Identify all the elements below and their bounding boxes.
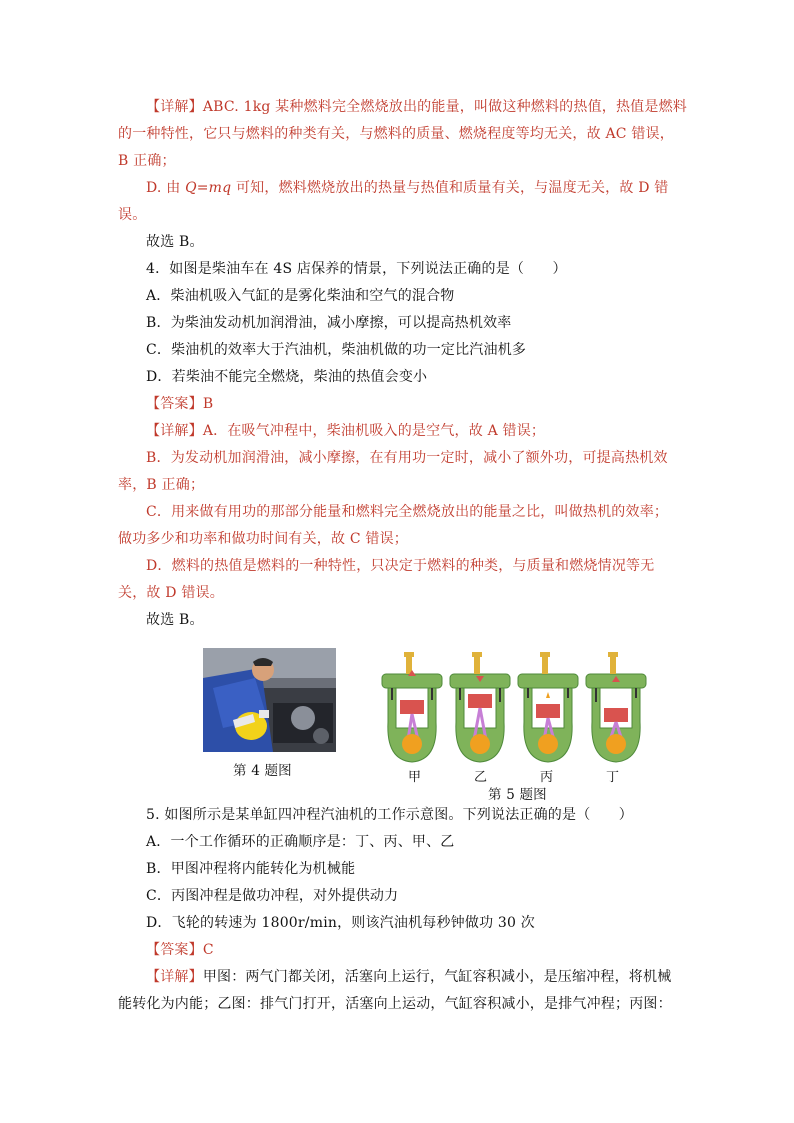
q4-explanation-d: D．燃料的热值是燃料的一种特性，只决定于燃料的种类，与质量和燃烧情况等无 [146, 558, 655, 574]
q4-explanation-c: C．用来做有用功的那部分能量和燃料完全燃烧放出的能量之比，叫做热机的效率； [146, 504, 669, 520]
q5-option-d: D．飞轮的转速为 1800r/min，则该汽油机每秒钟做功 30 次 [146, 915, 535, 931]
q4-stem: 4．如图是柴油车在 4S 店保养的情景，下列说法正确的是（ ） [146, 261, 567, 277]
mechanic-photo [203, 648, 336, 752]
engine-yi [450, 652, 510, 762]
q3-explanation-line: 误。 [118, 207, 147, 223]
q4-explanation-b: B．为发动机加润滑油，减小摩擦，在有用功一定时，减小了额外功，可提高热机效 [146, 450, 668, 466]
explanation-text: A．在吸气冲程中，柴油机吸入的是空气，故 A 错误； [202, 423, 546, 439]
engine-jia [382, 652, 442, 762]
q5-answer [118, 937, 678, 964]
q5-stem: 5. 如图所示是某单缸四冲程汽油机的工作示意图。下列说法正确的是（ ） [146, 807, 634, 823]
explanation-text: D. 由 [146, 180, 186, 196]
q5-option-b: B．甲图冲程将内能转化为机械能 [146, 861, 356, 877]
q4-explanation-b: 率，B 正确； [118, 477, 205, 493]
document-content [118, 94, 687, 1018]
q3-explanation-line [118, 94, 687, 121]
answer-tag: 【答案】 [146, 942, 203, 958]
explanation-tag: 【详解】 [146, 969, 203, 985]
figure-row [118, 642, 678, 803]
q3-explanation-line: 的一种特性，它只与燃料的种类有关，与燃料的质量、燃烧程度等均无关，故 AC 错误， [118, 126, 674, 142]
engine-label-jia: 甲 [408, 770, 422, 785]
engine-bing [518, 652, 578, 762]
engine-label-bing: 丙 [540, 770, 554, 785]
explanation-text: 甲图：两气门都关闭，活塞向上运行，气缸容积减小，是压缩冲程，将机械 [202, 969, 672, 985]
q4-choose: 故选 B。 [146, 612, 204, 628]
q5-option-a: A．一个工作循环的正确顺序是：丁、丙、甲、乙 [146, 834, 455, 850]
q4-option-d: D．若柴油不能完全燃烧，柴油的热值会变小 [146, 369, 428, 385]
answer-tag: 【答案】 [146, 396, 203, 412]
explanation-text: 可知，燃料燃烧放出的热量与热值和质量有关，与温度无关，故 D 错 [231, 180, 669, 196]
engine-strokes-diagram [378, 642, 648, 782]
fig5-caption: 第 5 题图 [488, 787, 547, 803]
formula: Q=mq [185, 180, 232, 196]
engine-label-yi: 乙 [474, 770, 488, 785]
q3-explanation-d [118, 175, 678, 202]
q3-explanation-line: B 正确； [118, 153, 176, 169]
q5-explanation: 能转化为内能；乙图：排气门打开，活塞向上运动，气缸容积减小，是排气冲程；丙图： [118, 996, 672, 1012]
q4-explanation-a [118, 418, 678, 445]
fig4-caption: 第 4 题图 [233, 763, 292, 779]
q3-choose: 故选 B。 [146, 234, 204, 250]
q4-explanation-d: 关，故 D 错误。 [118, 585, 224, 601]
explanation-tag: 【详解】 [146, 99, 203, 115]
q4-option-c: C．柴油机的效率大于汽油机，柴油机做的功一定比汽油机多 [146, 342, 527, 358]
explanation-tag: 【详解】 [146, 423, 203, 439]
q4-option-a: A．柴油机吸入气缸的是雾化柴油和空气的混合物 [146, 288, 455, 304]
explanation-text: ABC. 1kg 某种燃料完全燃烧放出的能量，叫做这种燃料的热值，热值是燃料 [202, 99, 687, 115]
q4-option-b: B．为柴油发动机加润滑油，减小摩擦，可以提高热机效率 [146, 315, 512, 331]
q5-explanation [118, 964, 678, 991]
engine-ding [586, 652, 646, 762]
answer-value: C [202, 942, 214, 958]
engine-label-ding: 丁 [606, 770, 620, 785]
q4-answer [118, 391, 678, 418]
answer-value: B [202, 396, 214, 412]
q4-explanation-c: 做功多少和功率和做功时间有关，故 C 错误； [118, 531, 409, 547]
q5-option-c: C．丙图冲程是做功冲程，对外提供动力 [146, 888, 399, 904]
